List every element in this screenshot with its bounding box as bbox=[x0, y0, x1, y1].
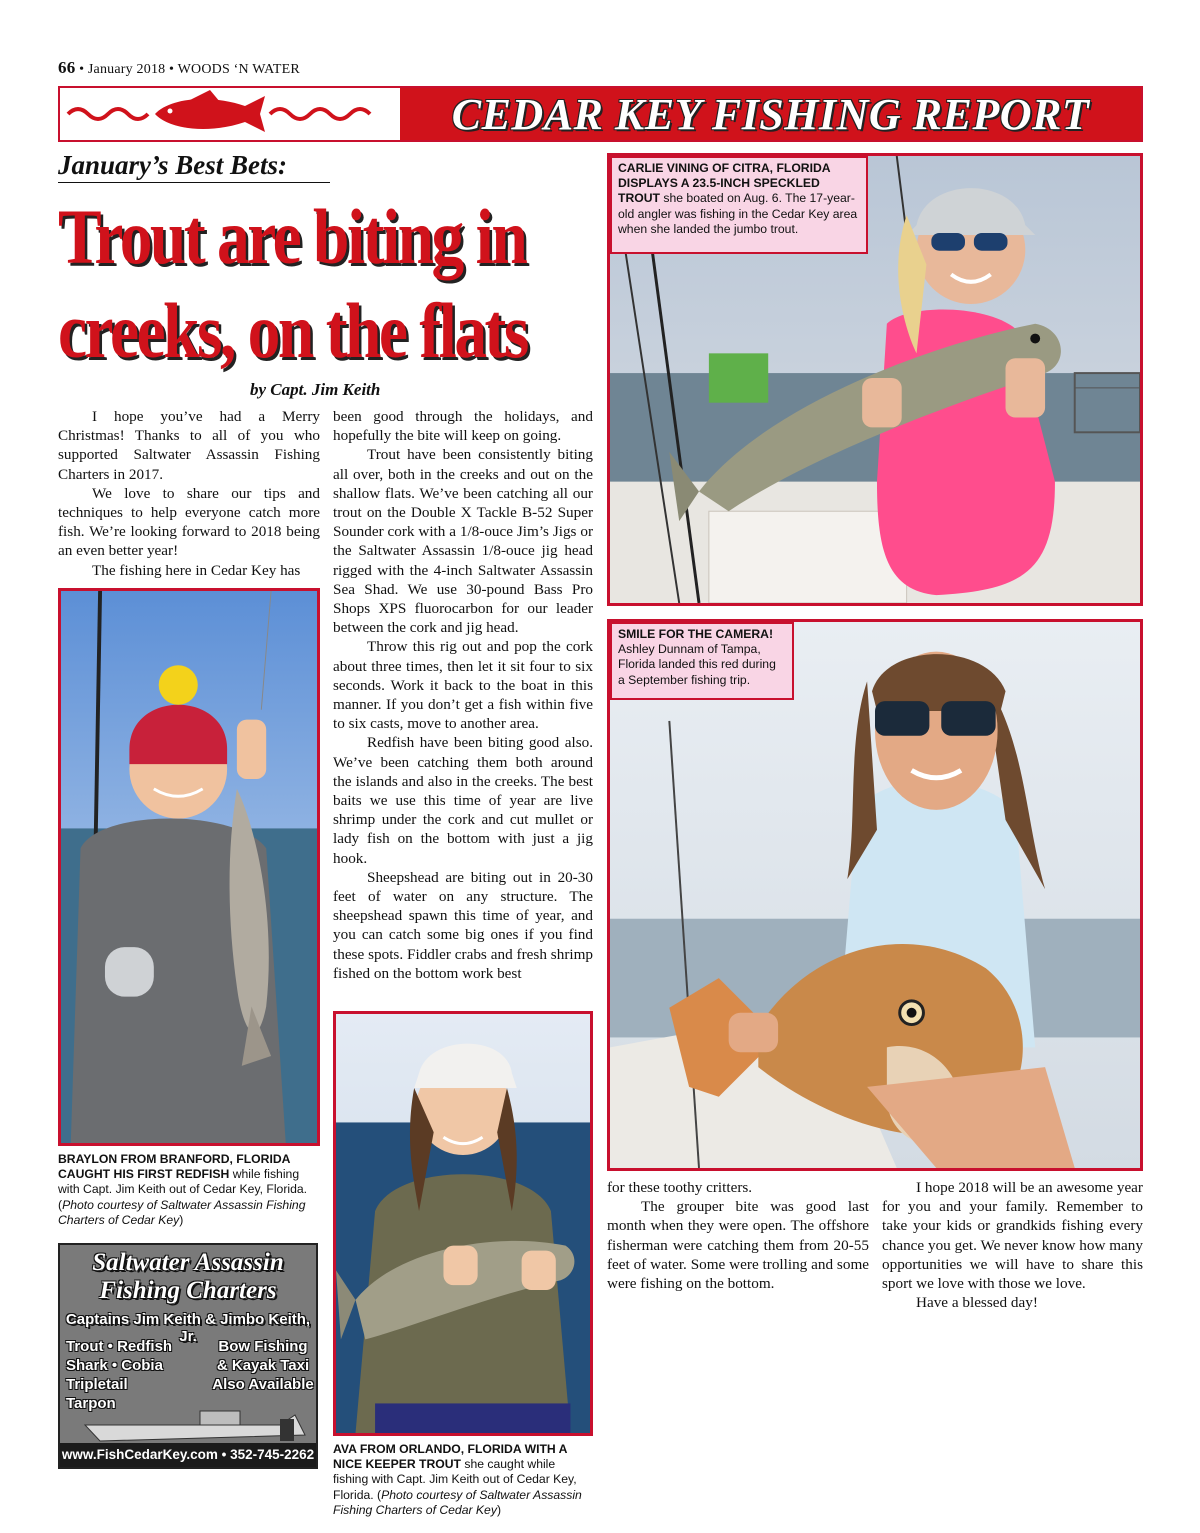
ad-title-line-1: Saltwater Assassin bbox=[92, 1249, 284, 1276]
caption-body: while fishing with Capt. Jim Keith out of Cedar Key, Florida. ( bbox=[58, 1167, 308, 1212]
caption-ava bbox=[333, 1442, 593, 1518]
photo-ava-trout bbox=[333, 1011, 593, 1436]
caption-close: ) bbox=[496, 1502, 501, 1517]
paragraph: Trout have been consistently biting all over, both in the creeks and out on the shallow flats. We’ve been catching all our trout on the Double X Tackle B-52 Super Sounder cork with a 1/8-ouce Jim’s Jigs or the Saltwater Assassin 1/8-ouce jig head rigged with the 4-inch Saltwater Assassin Sea Shad. We use 30-pound Bass Pro Shops XPS fluorocarbon for our leader between the cork and jig head. bbox=[333, 446, 593, 637]
ad-species: Trout • Redfish bbox=[66, 1338, 173, 1355]
paragraph: Throw this rig out and pop the cork about three times, then let it sit four to six seconds. Work it back to the boat in this manner. If you don’t get a fish within five to six casts, move to another area. bbox=[333, 638, 593, 733]
kicker: January’s Best Bets: bbox=[58, 150, 288, 180]
caption-ashley bbox=[610, 622, 794, 700]
paragraph: been good through the holidays, and hopefully the bite will keep on going. bbox=[333, 408, 593, 445]
ad-species-list bbox=[66, 1337, 172, 1413]
article-column-4 bbox=[882, 1178, 1143, 1312]
paragraph: I hope you’ve had a Merry Christmas! Thanks to all of you who supported Saltwater Assassin Fishing Charters in 2017. bbox=[58, 408, 320, 483]
ad-extra: Bow Fishing bbox=[218, 1338, 308, 1355]
photo-ashley-redfish bbox=[607, 619, 1143, 1171]
headline bbox=[58, 190, 527, 378]
fish-icon bbox=[60, 88, 400, 140]
paragraph: The fishing here in Cedar Key has bbox=[92, 561, 301, 579]
photo-credit: Photo courtesy of Saltwater Assassin Fishing Charters of Cedar Key bbox=[58, 1197, 306, 1227]
advertisement-saltwater-assassin bbox=[58, 1243, 318, 1469]
caption-carlie bbox=[610, 156, 868, 254]
banner-logo-area bbox=[60, 88, 400, 140]
caption-lead: BRAYLON FROM BRANFORD, FLORIDA CAUGHT HIS FIRST REDFISH bbox=[58, 1152, 291, 1182]
paragraph: We love to share our tips and techniques to help everyone catch more fish. We’re looking forward to 2018 being an even better year! bbox=[58, 484, 320, 560]
article-column-1 bbox=[58, 407, 320, 580]
ad-extras bbox=[208, 1337, 318, 1394]
ad-species: Tripletail bbox=[66, 1376, 128, 1393]
caption-lead: AVA FROM ORLANDO, FLORIDA WITH A NICE KEEPER TROUT bbox=[333, 1442, 568, 1472]
headline-line-2: creeks, on the flats bbox=[58, 287, 527, 374]
ad-title-line-2: Fishing Charters bbox=[99, 1277, 277, 1304]
photo-credit: Photo courtesy of Saltwater Assassin Fishing Charters of Cedar Key bbox=[333, 1487, 582, 1517]
article-column-3 bbox=[607, 1178, 869, 1293]
page-folio bbox=[58, 58, 300, 78]
ad-species: Tarpon bbox=[66, 1395, 116, 1412]
byline: by Capt. Jim Keith bbox=[250, 380, 381, 399]
ad-species: Shark • Cobia bbox=[66, 1357, 163, 1374]
page-number: 66 bbox=[58, 58, 76, 77]
headline-line-1: Trout are biting in bbox=[58, 193, 526, 280]
section-title: CEDAR KEY FISHING REPORT bbox=[451, 90, 1090, 139]
caption-body: she boated on Aug. 6. The 17-year-old angler was fishing in the Cedar Key area when she landed the jumbo trout. bbox=[618, 191, 858, 236]
paragraph: The grouper bite was good last month when they were open. The offshore fisherman were catching them from 20-55 feet of water. Some were trolling and some were fishing on the bottom. bbox=[607, 1198, 869, 1293]
photo-braylon-redfish bbox=[58, 588, 320, 1146]
boat-icon bbox=[80, 1405, 310, 1445]
paragraph: Sheepshead are biting out in 20-30 feet of water on any structure. The sheepshead spawn this time of year, and you can catch some big ones if you find these spots. Fiddler crabs and fresh shrimp fished on the bottom work best bbox=[333, 868, 593, 982]
ad-extra: & Kayak Taxi bbox=[216, 1357, 310, 1374]
caption-braylon bbox=[58, 1152, 320, 1228]
ad-footer-contact[interactable]: www.FishCedarKey.com • 352-745-2262 bbox=[60, 1443, 316, 1467]
caption-lead: SMILE FOR THE CAMERA! bbox=[618, 627, 774, 641]
ad-extra: Also Available bbox=[212, 1376, 314, 1393]
paragraph: Have a blessed day! bbox=[916, 1294, 1038, 1312]
caption-body: she caught while fishing with Capt. Jim Keith out of Cedar Key, Florida. ( bbox=[333, 1457, 577, 1502]
ad-captains: Captains Jim Keith & Jimbo Keith, Jr. bbox=[65, 1311, 311, 1345]
caption-body: Ashley Dunnam of Tampa, Florida landed this red during a September fishing trip. bbox=[618, 642, 776, 687]
kicker-underline bbox=[58, 182, 330, 183]
paragraph: I hope 2018 will be an awesome year for you and your family. Remember to take your kids or grandkids fishing every chance you get. We never know how many opportunities we will have to share this sport we love with those we love. bbox=[882, 1179, 1143, 1293]
caption-close: ) bbox=[179, 1212, 184, 1227]
article-column-2 bbox=[333, 407, 593, 983]
paragraph: for these toothy critters. bbox=[607, 1179, 753, 1196]
caption-lead: CARLIE VINING OF CITRA, FLORIDA DISPLAYS A 23.5-INCH SPECKLED TROUT bbox=[618, 161, 831, 206]
folio-text: • January 2018 • WOODS ‘N WATER bbox=[79, 62, 300, 77]
paragraph: Redfish have been biting good also. We’ve been catching them both around the islands and also in the creeks. The best baits we use this time of year are live shrimp under the cork and cut mullet or lady fish on the bottom with just a jig hook. bbox=[333, 734, 593, 867]
